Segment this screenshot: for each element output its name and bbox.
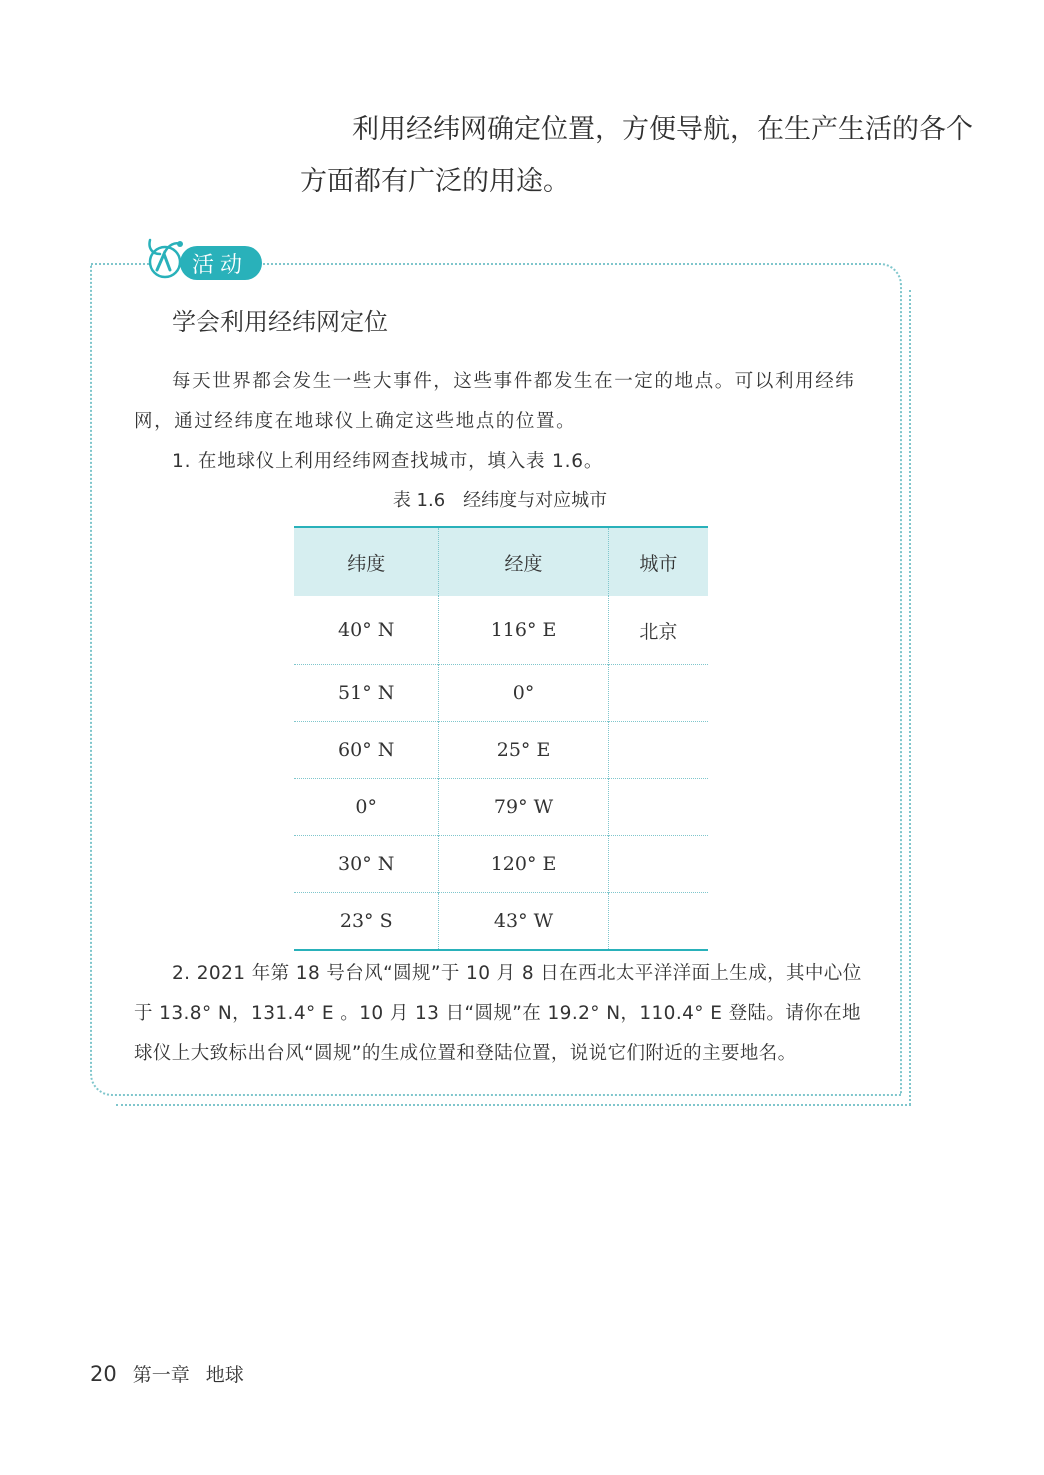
header-longitude: 经度 bbox=[439, 527, 608, 596]
table-row bbox=[294, 665, 708, 722]
activity-title: 学会利用经纬网定位 bbox=[172, 308, 388, 336]
task-1-text: 1. 在地球仪上利用经纬网查找城市，填入表 1.6。 bbox=[172, 451, 604, 472]
task-2-text: 2. 2021 年第 18 号台风“圆规”于 10 月 8 日在西北太平洋洋面上生成，其中心位于 13.8° N，131.4° E 。10 月 13 日“圆规”在 19.2° N，110.4° E 登陆。请你在地球仪上大致标出台风“圆规”的生成位置和登陆位置，说说它们附近的主要地名。 bbox=[134, 963, 862, 1064]
table-header-row bbox=[294, 527, 708, 596]
longitude-cell: 0° bbox=[439, 665, 608, 722]
longitude-cell: 120° E bbox=[439, 836, 608, 893]
chapter-label: 第一章 bbox=[132, 1364, 190, 1386]
city-cell[interactable] bbox=[608, 836, 708, 893]
city-cell[interactable] bbox=[608, 665, 708, 722]
table-row bbox=[294, 893, 708, 951]
header-city: 城市 bbox=[608, 527, 708, 596]
chapter-title: 地球 bbox=[205, 1364, 244, 1386]
city-cell[interactable] bbox=[608, 779, 708, 836]
latitude-cell: 51° N bbox=[294, 665, 439, 722]
activity-intro-text: 每天世界都会发生一些大事件，这些事件都发生在一定的地点。可以利用经纬网，通过经纬度在地球仪上确定这些地点的位置。 bbox=[134, 371, 856, 432]
latitude-cell: 30° N bbox=[294, 836, 439, 893]
longitude-cell: 25° E bbox=[439, 722, 608, 779]
intro-line-2: 方面都有广泛的用途。 bbox=[300, 166, 570, 197]
page-footer bbox=[90, 1360, 244, 1387]
latitude-cell: 60° N bbox=[294, 722, 439, 779]
latitude-cell: 40° N bbox=[338, 619, 395, 641]
table-row bbox=[294, 779, 708, 836]
activity-badge bbox=[144, 234, 262, 282]
latitude-cell: 0° bbox=[294, 779, 439, 836]
header-latitude: 纬度 bbox=[294, 527, 439, 596]
table-row bbox=[294, 836, 708, 893]
page-number: 20 bbox=[90, 1362, 117, 1386]
city-cell[interactable] bbox=[608, 722, 708, 779]
longitude-cell: 116° E bbox=[439, 596, 608, 665]
longitude-cell: 79° W bbox=[439, 779, 608, 836]
table-caption: 表 1.6 经纬度与对应城市 bbox=[392, 490, 608, 511]
intro-line-1: 利用经纬网确定位置，方便导航，在生产生活的各个 bbox=[352, 114, 973, 145]
table-row bbox=[294, 722, 708, 779]
city-cell[interactable]: 北京 bbox=[608, 596, 708, 665]
activity-badge-label: 活动 bbox=[180, 246, 262, 280]
longitude-cell: 43° W bbox=[439, 893, 608, 951]
city-cell[interactable] bbox=[608, 893, 708, 951]
table-row bbox=[294, 596, 708, 665]
activity-box-bottom-shadow bbox=[116, 1104, 911, 1106]
intro-paragraph bbox=[300, 104, 973, 208]
latitude-cell: 23° S bbox=[294, 893, 439, 951]
activity-box-right-shadow bbox=[909, 290, 911, 1105]
coordinates-table bbox=[294, 526, 708, 951]
